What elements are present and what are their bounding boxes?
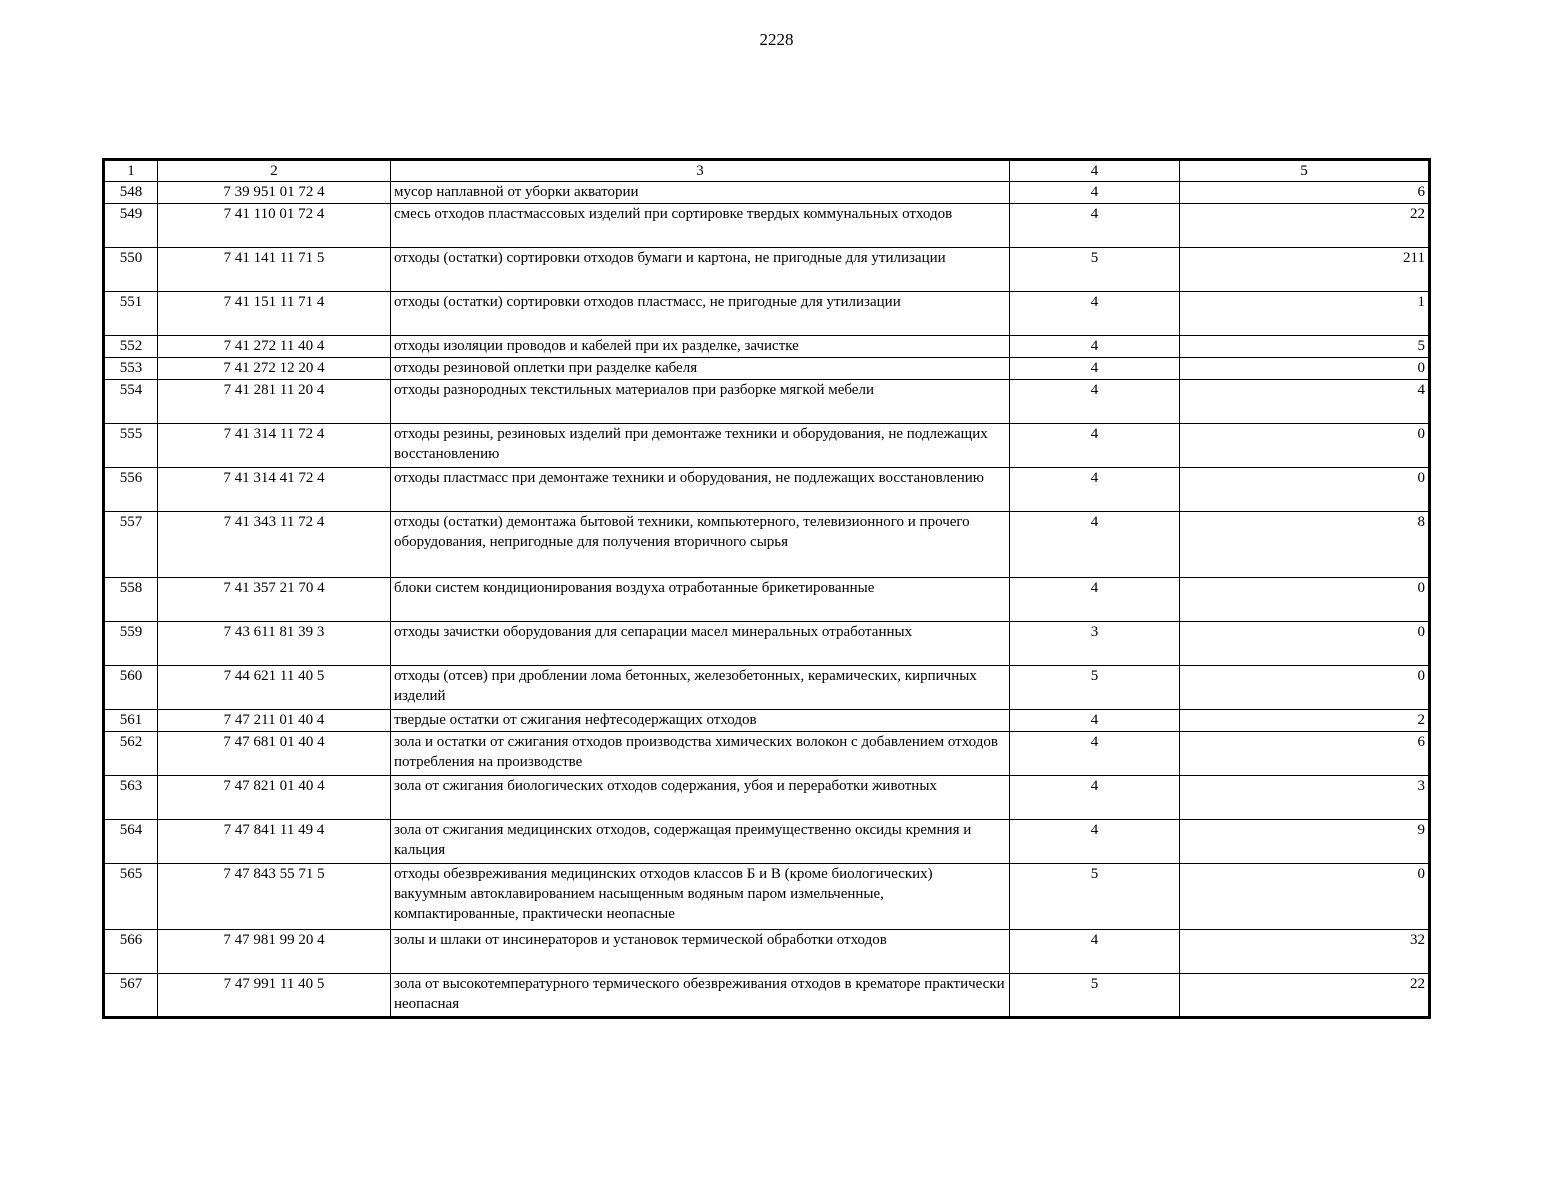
row-number: 556: [104, 468, 158, 512]
waste-name: отходы зачистки оборудования для сепарации масел минеральных отработанных: [391, 622, 1010, 666]
value-cell: 3: [1180, 776, 1430, 820]
value-cell: 0: [1180, 424, 1430, 468]
hazard-class: 5: [1010, 864, 1180, 930]
waste-name: отходы резины, резиновых изделий при демонтаже техники и оборудования, не подлежащих восстановлению: [391, 424, 1010, 468]
header-row: [104, 160, 1430, 182]
header-cell-2: 2: [158, 160, 391, 182]
waste-code: 7 39 951 01 72 4: [158, 182, 391, 204]
waste-code: 7 41 281 11 20 4: [158, 380, 391, 424]
value-cell: 4: [1180, 380, 1430, 424]
hazard-class: 4: [1010, 292, 1180, 336]
waste-name: отходы (остатки) сортировки отходов бумаги и картона, не пригодные для утилизации: [391, 248, 1010, 292]
waste-name: зола от сжигания биологических отходов содержания, убоя и переработки животных: [391, 776, 1010, 820]
page-number: 2228: [759, 30, 794, 49]
waste-name: отходы пластмасс при демонтаже техники и оборудования, не подлежащих восстановлению: [391, 468, 1010, 512]
waste-code: 7 47 211 01 40 4: [158, 710, 391, 732]
value-cell: 0: [1180, 666, 1430, 710]
value-cell: 0: [1180, 864, 1430, 930]
waste-name: отходы резиновой оплетки при разделке кабеля: [391, 358, 1010, 380]
value-cell: 2: [1180, 710, 1430, 732]
value-cell: 0: [1180, 358, 1430, 380]
waste-code: 7 41 272 11 40 4: [158, 336, 391, 358]
row-number: 560: [104, 666, 158, 710]
row-number: 561: [104, 710, 158, 732]
waste-name: золы и шлаки от инсинераторов и установок термической обработки отходов: [391, 930, 1010, 974]
waste-name: отходы (остатки) сортировки отходов пластмасс, не пригодные для утилизации: [391, 292, 1010, 336]
waste-name: отходы изоляции проводов и кабелей при их разделке, зачистке: [391, 336, 1010, 358]
value-cell: 22: [1180, 204, 1430, 248]
row-number: 565: [104, 864, 158, 930]
value-cell: 5: [1180, 336, 1430, 358]
header-cell-1: 1: [104, 160, 158, 182]
waste-code: 7 47 991 11 40 5: [158, 974, 391, 1018]
hazard-class: 4: [1010, 930, 1180, 974]
value-cell: 0: [1180, 468, 1430, 512]
hazard-class: 4: [1010, 336, 1180, 358]
waste-code: 7 43 611 81 39 3: [158, 622, 391, 666]
row-number: 567: [104, 974, 158, 1018]
table-row: [104, 820, 1430, 864]
row-number: 553: [104, 358, 158, 380]
hazard-class: 4: [1010, 424, 1180, 468]
waste-name: отходы обезвреживания медицинских отходов классов Б и В (кроме биологических) вакуумным автоклавированием насыщенным водяным паром измельченные, компактированные, практически неопасные: [391, 864, 1010, 930]
value-cell: 6: [1180, 182, 1430, 204]
value-cell: 8: [1180, 512, 1430, 578]
row-number: 552: [104, 336, 158, 358]
table-row: [104, 182, 1430, 204]
table-row: [104, 732, 1430, 776]
table-row: [104, 248, 1430, 292]
table-row: [104, 622, 1430, 666]
table-row: [104, 358, 1430, 380]
waste-code: 7 41 141 11 71 5: [158, 248, 391, 292]
waste-name: отходы (отсев) при дроблении лома бетонных, железобетонных, керамических, кирпичных изделий: [391, 666, 1010, 710]
row-number: 558: [104, 578, 158, 622]
waste-code: 7 41 110 01 72 4: [158, 204, 391, 248]
hazard-class: 5: [1010, 974, 1180, 1018]
header-cell-5: 5: [1180, 160, 1430, 182]
hazard-class: 4: [1010, 204, 1180, 248]
value-cell: 1: [1180, 292, 1430, 336]
row-number: 551: [104, 292, 158, 336]
waste-code: 7 41 357 21 70 4: [158, 578, 391, 622]
table-row: [104, 468, 1430, 512]
row-number: 549: [104, 204, 158, 248]
waste-name: отходы (остатки) демонтажа бытовой техники, компьютерного, телевизионного и прочего оборудования, непригодные для получения вторичного сырья: [391, 512, 1010, 578]
waste-table: [102, 158, 1431, 1019]
waste-name: твердые остатки от сжигания нефтесодержащих отходов: [391, 710, 1010, 732]
table-row: [104, 710, 1430, 732]
row-number: 564: [104, 820, 158, 864]
value-cell: 211: [1180, 248, 1430, 292]
table-row: [104, 776, 1430, 820]
header-cell-4: 4: [1010, 160, 1180, 182]
waste-code: 7 41 343 11 72 4: [158, 512, 391, 578]
table-row: [104, 204, 1430, 248]
waste-code: 7 47 821 01 40 4: [158, 776, 391, 820]
waste-name: зола и остатки от сжигания отходов производства химических волокон с добавлением отходов потребления на производстве: [391, 732, 1010, 776]
table-row: [104, 380, 1430, 424]
waste-code: 7 47 841 11 49 4: [158, 820, 391, 864]
waste-name: мусор наплавной от уборки акватории: [391, 182, 1010, 204]
waste-code: 7 47 681 01 40 4: [158, 732, 391, 776]
table-row: [104, 424, 1430, 468]
hazard-class: 4: [1010, 578, 1180, 622]
hazard-class: 4: [1010, 776, 1180, 820]
row-number: 566: [104, 930, 158, 974]
value-cell: 32: [1180, 930, 1430, 974]
value-cell: 0: [1180, 622, 1430, 666]
header-cell-3: 3: [391, 160, 1010, 182]
hazard-class: 4: [1010, 710, 1180, 732]
waste-code: 7 47 843 55 71 5: [158, 864, 391, 930]
waste-name: отходы разнородных текстильных материалов при разборке мягкой мебели: [391, 380, 1010, 424]
value-cell: 22: [1180, 974, 1430, 1018]
row-number: 554: [104, 380, 158, 424]
table-row: [104, 930, 1430, 974]
hazard-class: 4: [1010, 512, 1180, 578]
row-number: 555: [104, 424, 158, 468]
waste-code: 7 41 151 11 71 4: [158, 292, 391, 336]
hazard-class: 4: [1010, 182, 1180, 204]
waste-name: блоки систем кондиционирования воздуха отработанные брикетированные: [391, 578, 1010, 622]
waste-name: зола от сжигания медицинских отходов, содержащая преимущественно оксиды кремния и кальция: [391, 820, 1010, 864]
hazard-class: 5: [1010, 248, 1180, 292]
waste-name: смесь отходов пластмассовых изделий при сортировке твердых коммунальных отходов: [391, 204, 1010, 248]
row-number: 557: [104, 512, 158, 578]
table-row: [104, 578, 1430, 622]
table-row: [104, 666, 1430, 710]
table-row: [104, 974, 1430, 1018]
hazard-class: 4: [1010, 358, 1180, 380]
row-number: 548: [104, 182, 158, 204]
row-number: 562: [104, 732, 158, 776]
hazard-class: 3: [1010, 622, 1180, 666]
waste-code: 7 44 621 11 40 5: [158, 666, 391, 710]
hazard-class: 4: [1010, 820, 1180, 864]
waste-name: зола от высокотемпературного термического обезвреживания отходов в крематоре практически неопасная: [391, 974, 1010, 1018]
waste-code: 7 41 314 11 72 4: [158, 424, 391, 468]
hazard-class: 5: [1010, 666, 1180, 710]
table-row: [104, 336, 1430, 358]
hazard-class: 4: [1010, 468, 1180, 512]
row-number: 563: [104, 776, 158, 820]
table-row: [104, 512, 1430, 578]
row-number: 559: [104, 622, 158, 666]
table-row: [104, 292, 1430, 336]
waste-code: 7 41 314 41 72 4: [158, 468, 391, 512]
hazard-class: 4: [1010, 380, 1180, 424]
row-number: 550: [104, 248, 158, 292]
table-row: [104, 864, 1430, 930]
value-cell: 0: [1180, 578, 1430, 622]
waste-code: 7 41 272 12 20 4: [158, 358, 391, 380]
hazard-class: 4: [1010, 732, 1180, 776]
value-cell: 6: [1180, 732, 1430, 776]
value-cell: 9: [1180, 820, 1430, 864]
waste-code: 7 47 981 99 20 4: [158, 930, 391, 974]
